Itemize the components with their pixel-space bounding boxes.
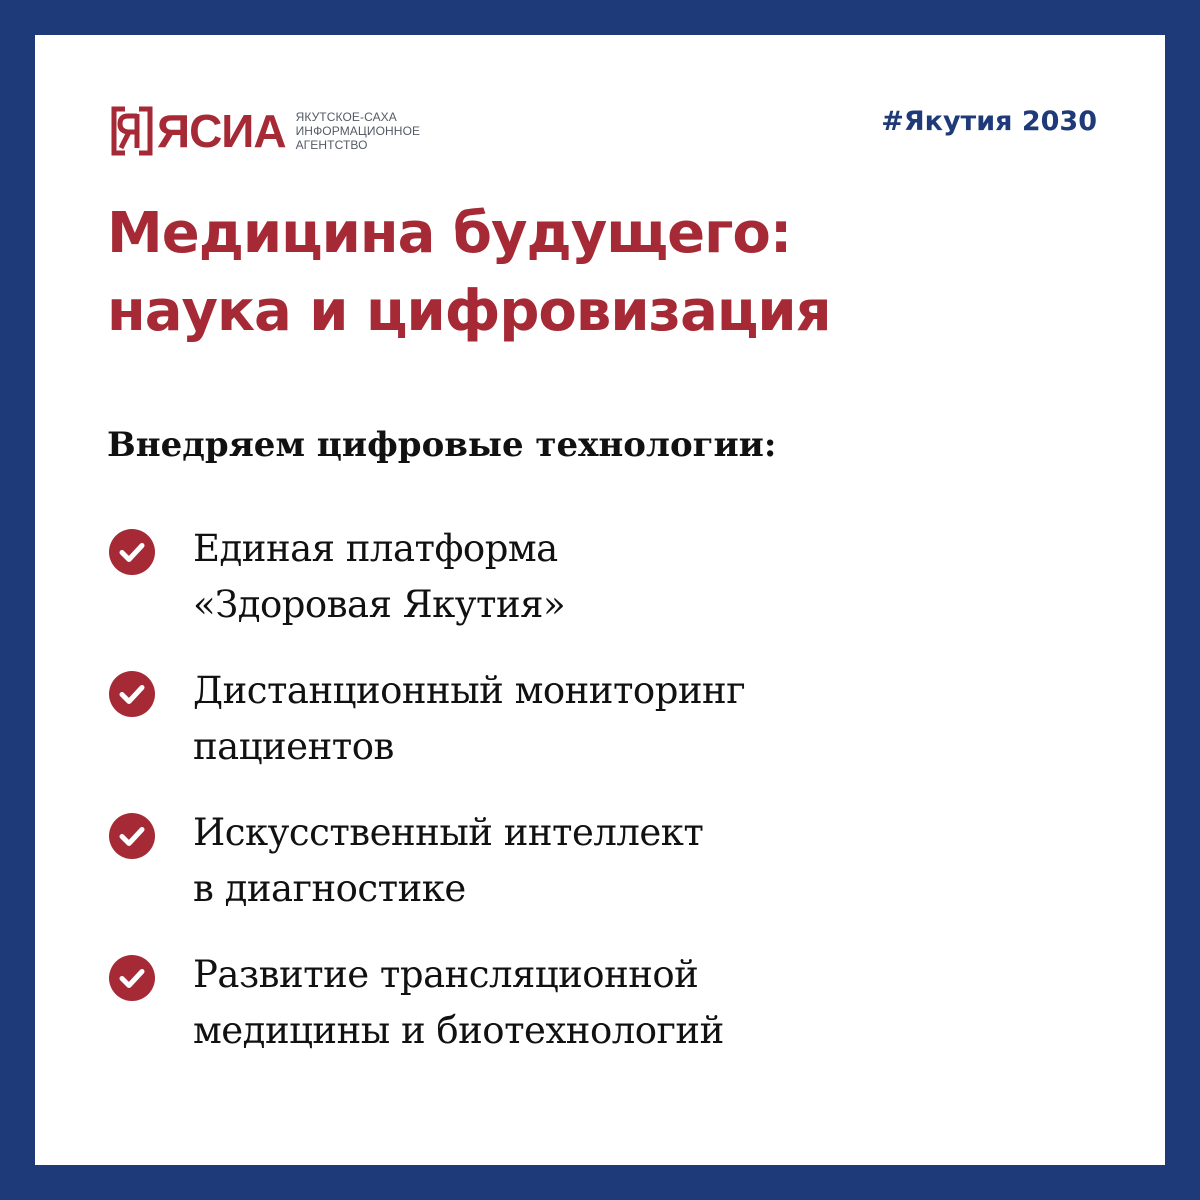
title-line: Медицина будущего: [107, 201, 792, 266]
list-item-line: Единая платформа [193, 527, 558, 570]
feature-list [107, 521, 745, 1089]
check-circle-icon [109, 813, 155, 859]
logo-mark-icon [111, 106, 153, 156]
list-item-text [193, 805, 745, 917]
list-item [107, 805, 745, 918]
list-item-line: Дистанционный мониторинг [193, 669, 746, 712]
check-circle-icon [109, 529, 155, 575]
check-circle-icon [109, 955, 155, 1001]
brand-tagline-line: АГЕНТСТВО [295, 138, 368, 152]
list-item-text [193, 521, 745, 633]
check-circle-icon [109, 671, 155, 717]
list-item-text [193, 663, 745, 775]
list-item-line: в диагностике [193, 867, 466, 910]
page-title [107, 195, 831, 351]
brand-tagline [296, 110, 421, 152]
list-item-line: Развитие трансляционной [193, 953, 699, 996]
brand-tagline-line: ЯКУТСКОЕ-САХА [295, 110, 397, 124]
list-item-text [193, 947, 745, 1059]
title-line: наука и цифровизация [107, 279, 831, 344]
list-item [107, 947, 745, 1060]
list-item-line: «Здоровая Якутия» [193, 583, 566, 626]
section-subtitle: Внедряем цифровые технологии: [107, 425, 777, 465]
list-item [107, 521, 745, 634]
list-item [107, 663, 745, 776]
list-item-line: Искусственный интеллект [193, 811, 704, 854]
list-item-line: пациентов [193, 725, 394, 768]
brand-logo [111, 103, 420, 159]
list-item-line: медицины и биотехнологий [193, 1009, 724, 1052]
brand-name: ЯСИА [157, 105, 286, 157]
hashtag-label: #Якутия 2030 [881, 106, 1097, 137]
content-card [35, 35, 1165, 1165]
brand-tagline-line: ИНФОРМАЦИОННОЕ [295, 124, 421, 138]
